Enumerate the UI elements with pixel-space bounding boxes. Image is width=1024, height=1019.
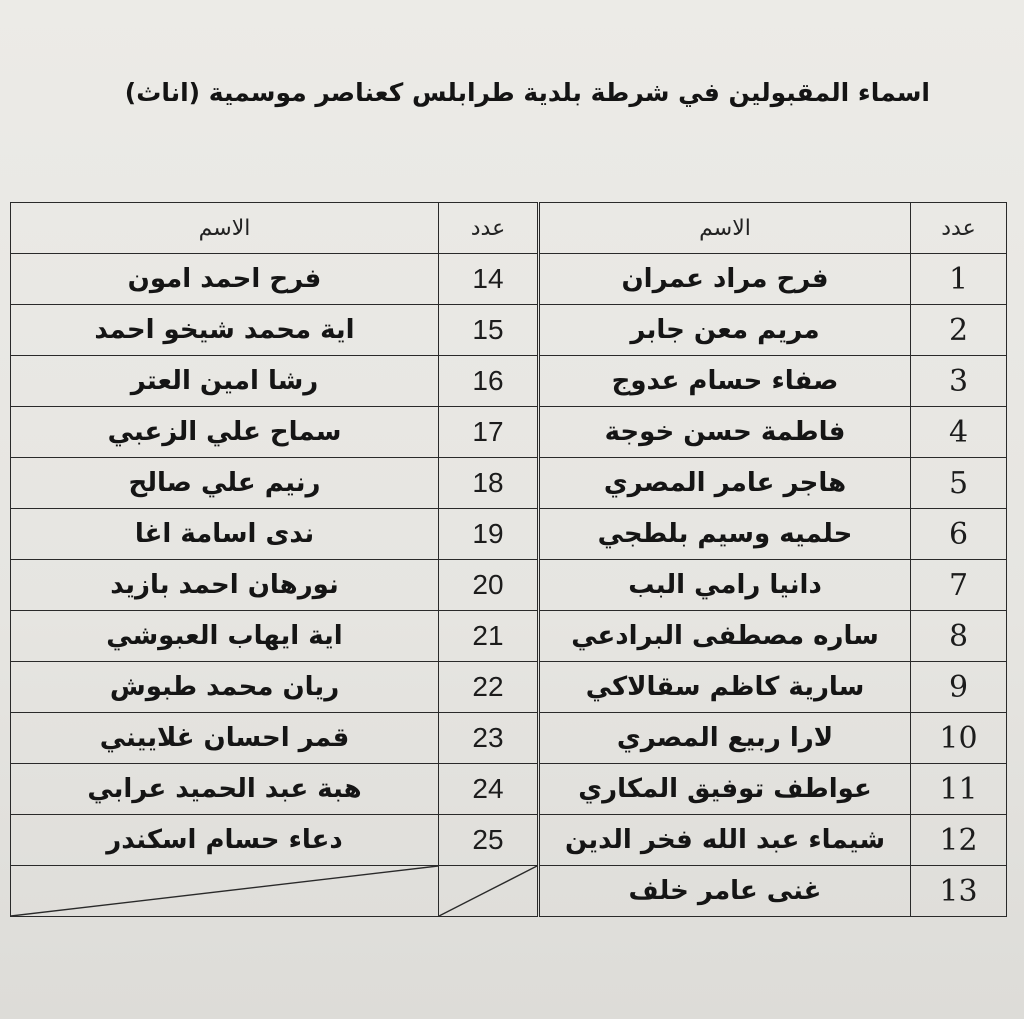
row-name: اية محمد شيخو احمد xyxy=(11,305,439,356)
row-number: 18 xyxy=(439,458,539,509)
table-row xyxy=(11,611,1007,662)
row-number: 11 xyxy=(911,764,1007,815)
table-row xyxy=(11,509,1007,560)
row-number: 5 xyxy=(911,458,1007,509)
row-number: 16 xyxy=(439,356,539,407)
row-number: 6 xyxy=(911,509,1007,560)
row-number: 9 xyxy=(911,662,1007,713)
header-name-left: الاسم xyxy=(11,203,439,254)
table-row xyxy=(11,662,1007,713)
row-number: 12 xyxy=(911,815,1007,866)
row-name: شيماء عبد الله فخر الدين xyxy=(539,815,911,866)
row-number: 23 xyxy=(439,713,539,764)
table-row xyxy=(11,560,1007,611)
row-name: هاجر عامر المصري xyxy=(539,458,911,509)
header-num-left: عدد xyxy=(439,203,539,254)
row-name: اية ايهاب العبوشي xyxy=(11,611,439,662)
strike-line xyxy=(439,866,537,916)
table-row xyxy=(11,866,1007,917)
row-name: ريان محمد طبوش xyxy=(11,662,439,713)
row-name: نورهان احمد بازيد xyxy=(11,560,439,611)
row-name: ساره مصطفى البرادعي xyxy=(539,611,911,662)
row-name: ندى اسامة اغا xyxy=(11,509,439,560)
table-row xyxy=(11,764,1007,815)
row-number: 3 xyxy=(911,356,1007,407)
row-name: عواطف توفيق المكاري xyxy=(539,764,911,815)
row-name: هبة عبد الحميد عرابي xyxy=(11,764,439,815)
row-name: حلميه وسيم بلطجي xyxy=(539,509,911,560)
header-num-right: عدد xyxy=(911,203,1007,254)
row-number: 15 xyxy=(439,305,539,356)
row-name: سارية كاظم سقالاكي xyxy=(539,662,911,713)
table-row xyxy=(11,305,1007,356)
row-number: 19 xyxy=(439,509,539,560)
row-name: قمر احسان غلاييني xyxy=(11,713,439,764)
header-name-right: الاسم xyxy=(539,203,911,254)
names-table-container xyxy=(10,202,1006,934)
row-name: فرح احمد امون xyxy=(11,254,439,305)
page-title: اسماء المقبولين في شرطة بلدية طرابلس كعناصر موسمية (اناث) xyxy=(124,78,930,107)
row-number: 13 xyxy=(911,866,1007,917)
row-number: 20 xyxy=(439,560,539,611)
row-name: سماح علي الزعبي xyxy=(11,407,439,458)
row-number: 17 xyxy=(439,407,539,458)
table-row xyxy=(11,458,1007,509)
row-name: صفاء حسام عدوج xyxy=(539,356,911,407)
names-table xyxy=(10,202,1007,917)
row-number: 21 xyxy=(439,611,539,662)
table-row xyxy=(11,356,1007,407)
table-row xyxy=(11,713,1007,764)
row-number: 10 xyxy=(911,713,1007,764)
row-name: دانيا رامي البب xyxy=(539,560,911,611)
row-number: 24 xyxy=(439,764,539,815)
row-name: لارا ربيع المصري xyxy=(539,713,911,764)
row-name: رشا امين العتر xyxy=(11,356,439,407)
table-row xyxy=(11,254,1007,305)
row-name: غنى عامر خلف xyxy=(539,866,911,917)
empty-cell-crossed xyxy=(439,866,539,917)
table-row xyxy=(11,407,1007,458)
row-name: فرح مراد عمران xyxy=(539,254,911,305)
table-row xyxy=(11,815,1007,866)
row-name: رنيم علي صالح xyxy=(11,458,439,509)
row-name: فاطمة حسن خوجة xyxy=(539,407,911,458)
table-header-row xyxy=(11,203,1007,254)
row-number: 14 xyxy=(439,254,539,305)
row-number: 2 xyxy=(911,305,1007,356)
row-number: 7 xyxy=(911,560,1007,611)
strike-line xyxy=(11,866,438,916)
row-name: دعاء حسام اسكندر xyxy=(11,815,439,866)
row-number: 4 xyxy=(911,407,1007,458)
row-number: 22 xyxy=(439,662,539,713)
row-number: 8 xyxy=(911,611,1007,662)
empty-cell-crossed xyxy=(11,866,439,917)
row-name: مريم معن جابر xyxy=(539,305,911,356)
row-number: 25 xyxy=(439,815,539,866)
row-number: 1 xyxy=(911,254,1007,305)
